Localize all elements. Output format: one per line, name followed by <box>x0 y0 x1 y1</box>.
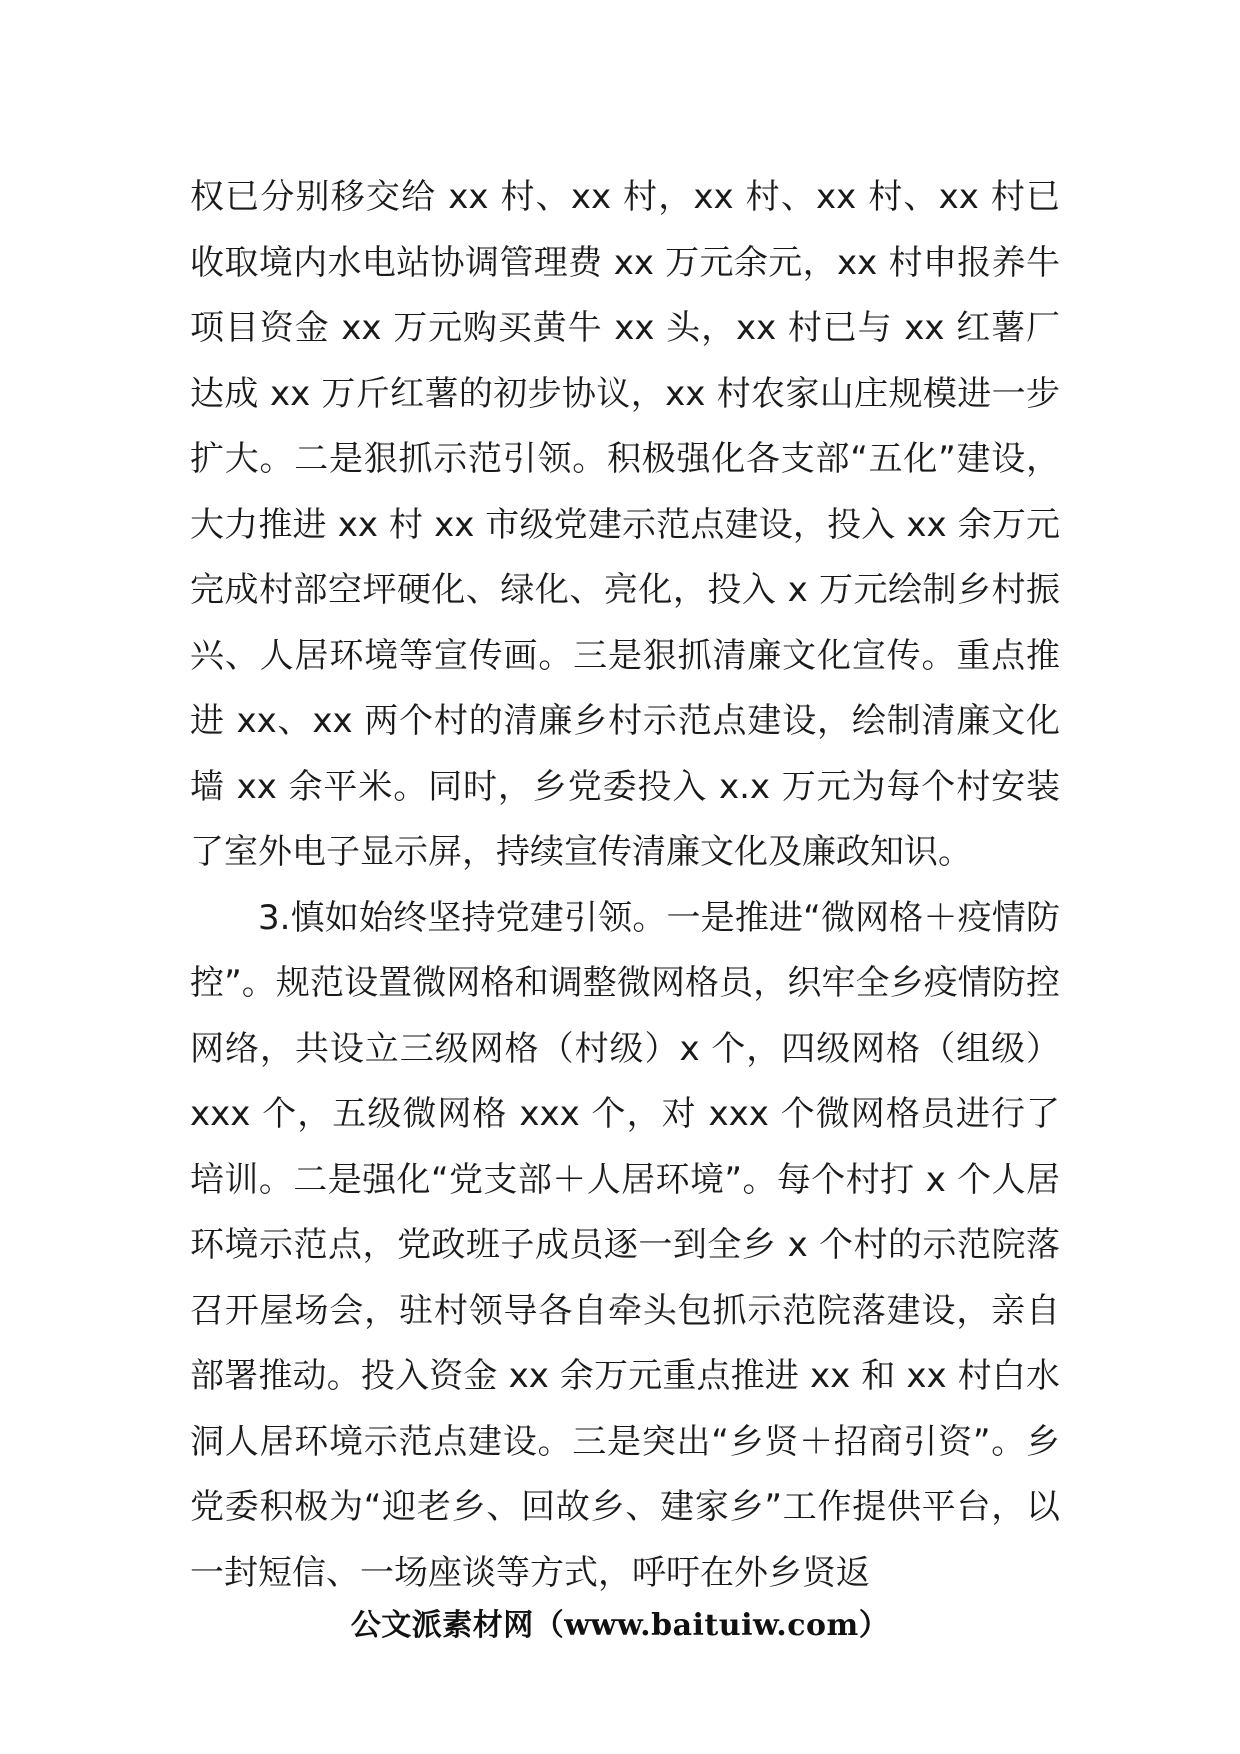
paragraph-continued: 权已分别移交给 xx 村、xx 村，xx 村、xx 村、xx 村已收取境内水电站协调管理费 xx 万元余元，xx 村申报养牛项目资金 xx 万元购买黄牛 xx 头，xx 村已与 xx 红薯厂达成 xx 万斤红薯的初步协议，xx 村农家山庄规模进一步扩大。二是狠抓示范引领。积极强化各支部“五化”建设，大力推进 xx 村 xx 市级党建示范点建设，投入 xx 余万元完成村部空坪硬化、绿化、亮化，投入 x 万元绘制乡村振兴、人居环境等宣传画。三是狠抓清廉文化宣传。重点推进 xx、xx 两个村的清廉乡村示范点建设，绘制清廉文化墙 xx 余平米。同时，乡党委投入 x.x 万元为每个村安装了室外电子显示屏，持续宣传清廉文化及廉政知识。 <box>190 177 1060 872</box>
paragraph-section-3: 3.慎如始终坚持党建引领。一是推进“微网格＋疫情防控”。规范设置微网格和调整微网格员，织牢全乡疫情防控网络，共设立三级网格（村级）x 个，四级网格（组级）xxx 个，五级微网格 xxx 个，对 xxx 个微网格员进行了培训。二是强化“党支部＋人居环境”。每个村打 x 个人居环境示范点，党政班子成员逐一到全乡 x 个村的示范院落召开屋场会，驻村领导各自牵头包抓示范院落建设，亲自部署推动。投入资金 xx 余万元重点推进 xx 和 xx 村白水洞人居环境示范点建设。三是突出“乡贤＋招商引资”。乡党委积极为“迎老乡、回故乡、建家乡”工作提供平台，以一封短信、一场座谈等方式，呼吁在外乡贤返 <box>190 897 1060 1593</box>
footer-watermark: 公文派素材网（www.baituiw.com） <box>350 1608 890 1643</box>
document-body <box>190 165 1060 1606</box>
